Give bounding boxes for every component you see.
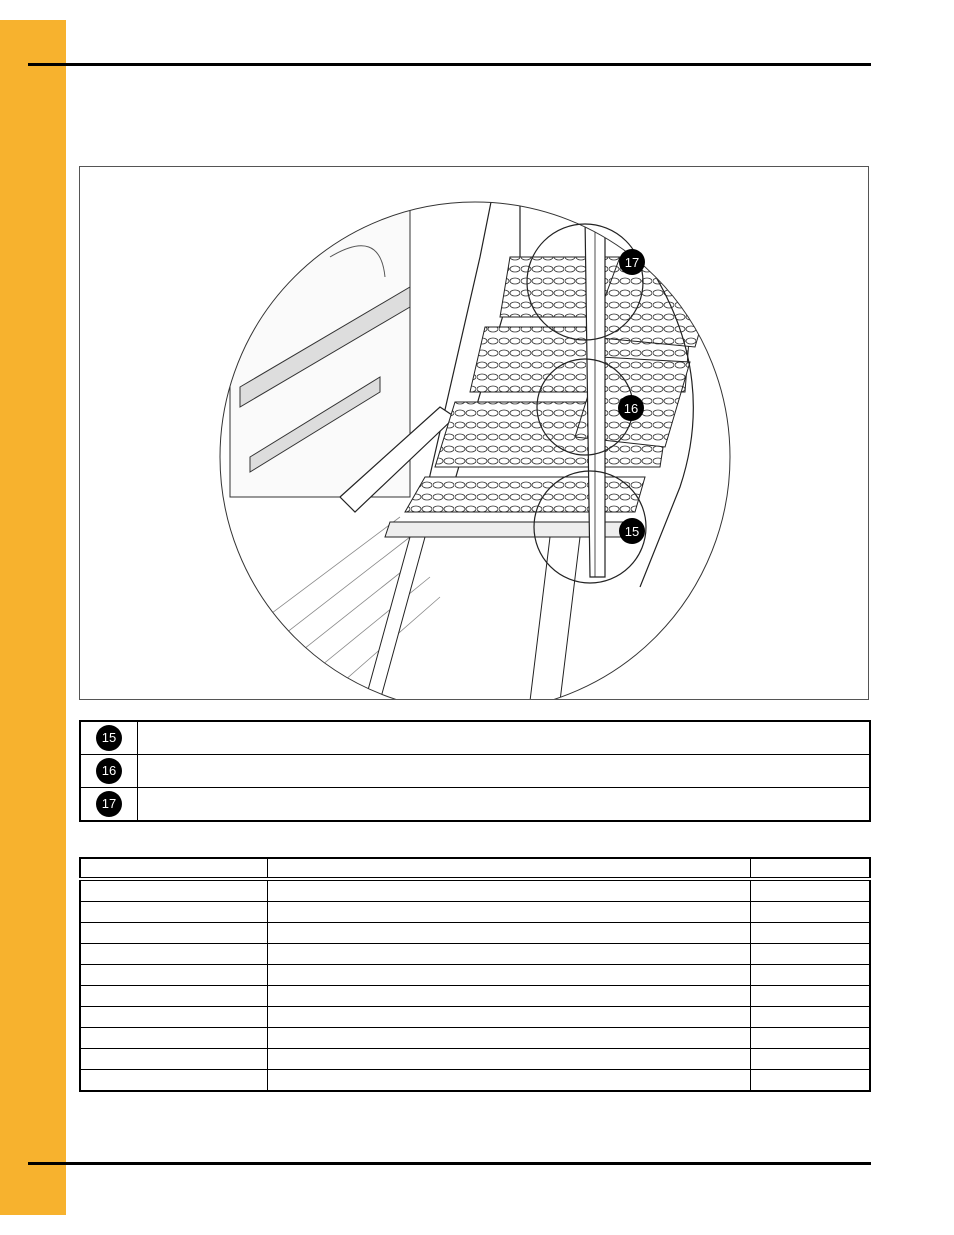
table-row (80, 944, 870, 965)
parts-table-header (80, 858, 870, 879)
cell-part (80, 1007, 267, 1028)
cell-qty (751, 965, 870, 986)
callout-row (80, 755, 870, 788)
cell-qty (751, 1028, 870, 1049)
callout-row (80, 788, 870, 822)
callout-legend-table (79, 720, 871, 822)
callout-row (80, 721, 870, 755)
table-row (80, 1028, 870, 1049)
side-tab (0, 20, 66, 1215)
table-row (80, 1070, 870, 1092)
svg-text:16: 16 (623, 401, 639, 416)
stair-illustration (80, 167, 869, 700)
table-row (80, 902, 870, 923)
cell-desc (267, 1070, 751, 1092)
cell-desc (267, 986, 751, 1007)
detail-circle-view (200, 182, 760, 700)
cell-desc (267, 923, 751, 944)
cell-part (80, 879, 267, 902)
callout-badge: 17 (96, 791, 122, 817)
table-row (80, 1049, 870, 1070)
cell-part (80, 965, 267, 986)
table-row (80, 965, 870, 986)
header-quantity (751, 858, 870, 879)
cell-desc (267, 879, 751, 902)
svg-text:15: 15 (624, 524, 640, 539)
table-row (80, 879, 870, 902)
cell-part (80, 944, 267, 965)
cell-part (80, 1028, 267, 1049)
cell-desc (267, 965, 751, 986)
footer-rule (28, 1162, 871, 1165)
callout-badge-17 (619, 249, 645, 275)
cell-desc (267, 944, 751, 965)
svg-text:17: 17 (624, 255, 640, 270)
callout-badge-16 (618, 395, 644, 421)
cell-qty (751, 1049, 870, 1070)
cell-part (80, 1049, 267, 1070)
callout-text (138, 721, 871, 755)
cell-part (80, 1070, 267, 1092)
cell-qty (751, 1007, 870, 1028)
table-row (80, 986, 870, 1007)
callout-badge: 15 (96, 725, 122, 751)
table-row (80, 923, 870, 944)
header-part-number (80, 858, 267, 879)
cell-part (80, 923, 267, 944)
cell-desc (267, 902, 751, 923)
cell-qty (751, 923, 870, 944)
cell-qty (751, 902, 870, 923)
cell-desc (267, 1028, 751, 1049)
cell-part (80, 986, 267, 1007)
callout-badge-15 (619, 518, 645, 544)
parts-table (79, 857, 871, 1092)
callout-badge: 16 (96, 758, 122, 784)
table-row (80, 1007, 870, 1028)
header-rule (28, 63, 871, 66)
header-description (267, 858, 751, 879)
cell-qty (751, 944, 870, 965)
cell-desc (267, 1049, 751, 1070)
cell-qty (751, 1070, 870, 1092)
callout-text (138, 788, 871, 822)
stair-figure (79, 166, 869, 700)
cell-qty (751, 879, 870, 902)
callout-text (138, 755, 871, 788)
cell-part (80, 902, 267, 923)
cell-desc (267, 1007, 751, 1028)
cell-qty (751, 986, 870, 1007)
